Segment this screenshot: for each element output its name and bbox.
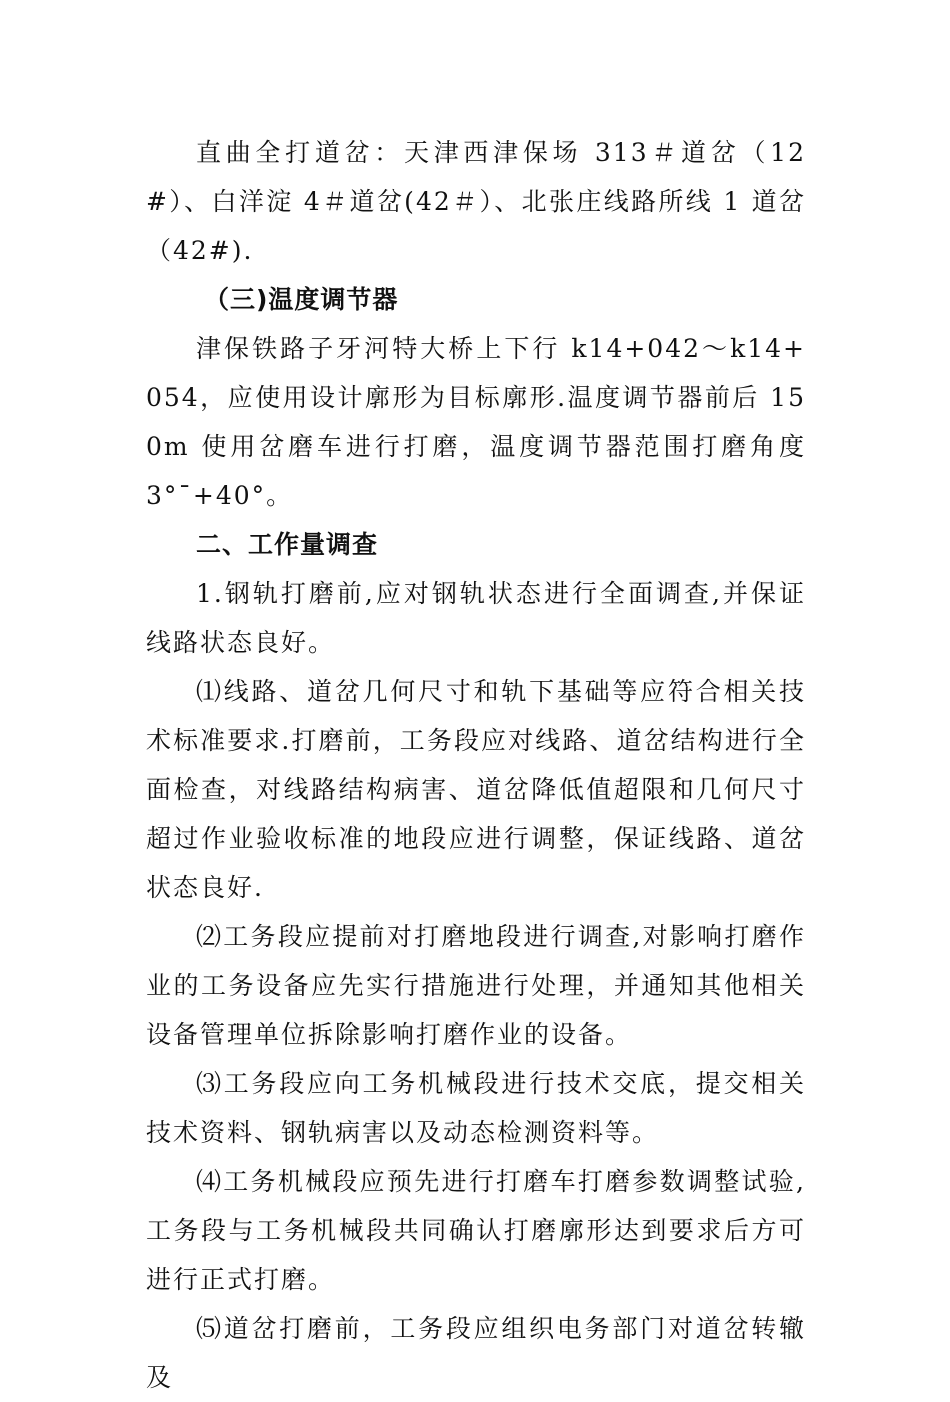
paragraph-item-1: 1.钢轨打磨前,应对钢轨状态进行全面调查,并保证线路状态良好。 bbox=[146, 579, 806, 657]
paragraph-turnout-list: 直曲全打道岔：天津西津保场 313＃道岔（12#）、白洋淀 4＃道岔(42＃）、北张庄线路所线 1 道岔（42#). bbox=[146, 138, 806, 265]
section-heading-workload-survey: 二、工作量调查 bbox=[196, 530, 379, 559]
paragraph-item-1-2: ⑵工务段应提前对打磨地段进行调查,对影响打磨作业的工务设备应先实行措施进行处理，并通知其他相关设备管理单位拆除影响打磨作业的设备。 bbox=[146, 922, 806, 1049]
document-body bbox=[146, 128, 806, 1402]
paragraph-item-1-4: ⑷工务机械段应预先进行打磨车打磨参数调整试验,工务段与工务机械段共同确认打磨廓形达到要求后方可进行正式打磨。 bbox=[146, 1167, 806, 1294]
section-heading-temperature-regulator: （三)温度调节器 bbox=[204, 285, 399, 314]
paragraph-temperature-regulator: 津保铁路子牙河特大桥上下行 k14+042～k14+054，应使用设计廓形为目标廓形.温度调节器前后 150m 使用岔磨车进行打磨，温度调节器范围打磨角度 3°¯+40°。 bbox=[146, 334, 806, 510]
paragraph-item-1-1: ⑴线路、道岔几何尺寸和轨下基础等应符合相关技术标准要求.打磨前，工务段应对线路、道岔结构进行全面检查，对线路结构病害、道岔降低值超限和几何尺寸超过作业验收标准的地段应进行调整，保证线路、道岔状态良好. bbox=[146, 677, 806, 902]
paragraph-item-1-5: ⑸道岔打磨前，工务段应组织电务部门对道岔转辙及 bbox=[146, 1314, 806, 1392]
paragraph-item-1-3: ⑶工务段应向工务机械段进行技术交底，提交相关技术资料、钢轨病害以及动态检测资料等。 bbox=[146, 1069, 806, 1147]
